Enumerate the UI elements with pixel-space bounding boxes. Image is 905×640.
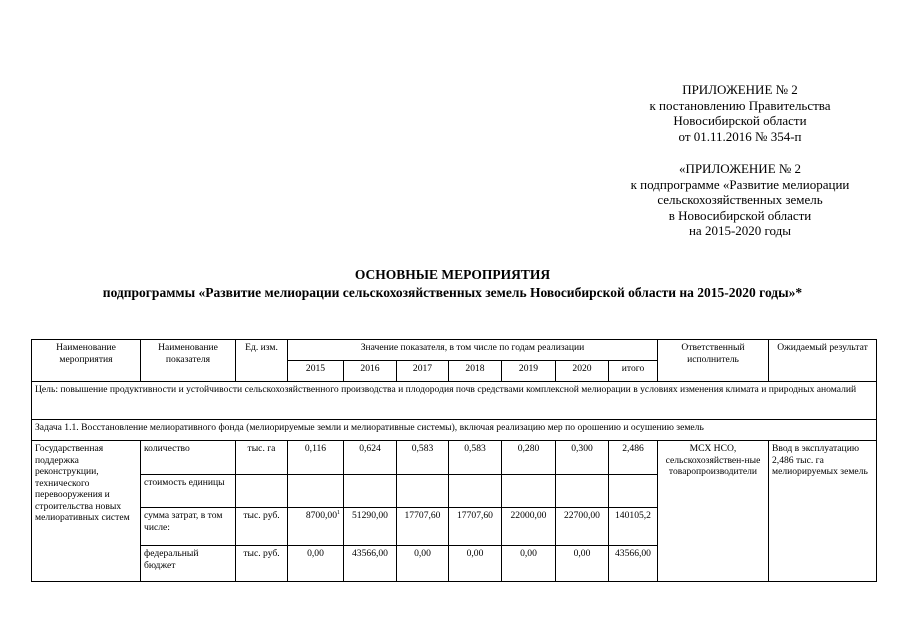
- value-cell: 0,00: [449, 546, 502, 582]
- value-cell: [288, 508, 344, 546]
- value-cell: 22700,00: [556, 508, 609, 546]
- value-cell: [288, 475, 344, 508]
- value-cell: 0,624: [344, 441, 397, 475]
- unit-cell: [236, 475, 288, 508]
- value-cell: 43566,00: [344, 546, 397, 582]
- value-text: 8700,00: [305, 510, 337, 521]
- appendix-line: от 01.11.2016 № 354-п: [678, 128, 802, 144]
- responsible-cell: МСХ НСО, сельскохозяйствен-ные товаропроизводители: [658, 441, 769, 582]
- appendix-line: сельскохозяйственных земель: [657, 192, 823, 207]
- value-cell: [344, 475, 397, 508]
- value-cell: 17707,60: [449, 508, 502, 546]
- value-cell: 0,00: [397, 546, 449, 582]
- footnote-mark: 1: [337, 509, 340, 516]
- value-cell: 0,583: [449, 441, 502, 475]
- title-line-2: подпрограммы «Развитие мелиорации сельскохозяйственных земель Новосибирской области на 2015-2020 годы»*: [102, 285, 803, 300]
- header-value: Значение показателя, в том числе по годам реализации: [288, 340, 658, 361]
- header-responsible: Ответственный исполнитель: [658, 340, 769, 382]
- header-unit: Ед. изм.: [236, 340, 288, 382]
- header-result: Ожидаемый результат: [769, 340, 877, 382]
- unit-cell: тыс. руб.: [236, 508, 288, 546]
- title-line-1: ОСНОВНЫЕ МЕРОПРИЯТИЯ: [354, 267, 551, 282]
- unit-cell: тыс. га: [236, 441, 288, 475]
- header-year: 2015: [288, 361, 344, 382]
- indicator-cell: федеральный бюджет: [141, 546, 236, 582]
- header-year: 2016: [344, 361, 397, 382]
- total-cell: 140105,2: [609, 508, 658, 546]
- value-cell: 0,280: [502, 441, 556, 475]
- value-cell: 0,300: [556, 441, 609, 475]
- appendix-line: к подпрограмме «Развитие мелиорации: [630, 176, 850, 192]
- total-cell: [609, 475, 658, 508]
- header-total: итого: [609, 361, 658, 382]
- goal-row: Цель: повышение продуктивности и устойчивости сельскохозяйственного производства и плодородия почв средствами комплексной мелиорации в условиях изменения климата и природных аномалий: [32, 382, 877, 420]
- activity-name: Государственная поддержка реконструкции, технического перевооружения и строительства новых мелиоративных систем: [32, 441, 141, 582]
- total-cell: 2,486: [609, 441, 658, 475]
- value-cell: 0,00: [556, 546, 609, 582]
- appendix-line: в Новосибирской области: [668, 207, 812, 223]
- value-cell: 0,116: [288, 441, 344, 475]
- value-cell: [449, 475, 502, 508]
- value-cell: 0,00: [288, 546, 344, 582]
- appendix-line: к постановлению Правительства: [649, 97, 831, 113]
- task-row: Задача 1.1. Восстановление мелиоративного фонда (мелиорируемые земли и мелиоративные системы), включая реализацию мер по орошению и осушению земель: [32, 420, 877, 441]
- header-year: 2018: [449, 361, 502, 382]
- indicator-cell: стоимость единицы: [141, 475, 236, 508]
- value-cell: [556, 475, 609, 508]
- header-year: 2019: [502, 361, 556, 382]
- appendix-line: ПРИЛОЖЕНИЕ № 2: [682, 82, 798, 97]
- value-cell: 22000,00: [502, 508, 556, 546]
- total-cell: 43566,00: [609, 546, 658, 582]
- appendix-line: «ПРИЛОЖЕНИЕ № 2: [678, 161, 802, 176]
- unit-cell: тыс. руб.: [236, 546, 288, 582]
- activities-table: [31, 339, 877, 582]
- indicator-cell: количество: [141, 441, 236, 475]
- header-year: 2017: [397, 361, 449, 382]
- appendix-line: Новосибирской области: [673, 113, 807, 128]
- appendix-block: [560, 82, 905, 239]
- value-cell: 0,00: [502, 546, 556, 582]
- header-activity: Наименование мероприятия: [32, 340, 141, 382]
- indicator-cell: сумма затрат, в том числе:: [141, 508, 236, 546]
- value-cell: 17707,60: [397, 508, 449, 546]
- result-cell: Ввод в эксплуатацию 2,486 тыс. га мелиорируемых земель: [769, 441, 877, 582]
- document-title: [0, 266, 905, 302]
- value-cell: 51290,00: [344, 508, 397, 546]
- header-year: 2020: [556, 361, 609, 382]
- header-indicator: Наименование показателя: [141, 340, 236, 382]
- value-cell: [502, 475, 556, 508]
- value-cell: 0,583: [397, 441, 449, 475]
- value-cell: [397, 475, 449, 508]
- appendix-line: на 2015-2020 годы: [688, 223, 792, 238]
